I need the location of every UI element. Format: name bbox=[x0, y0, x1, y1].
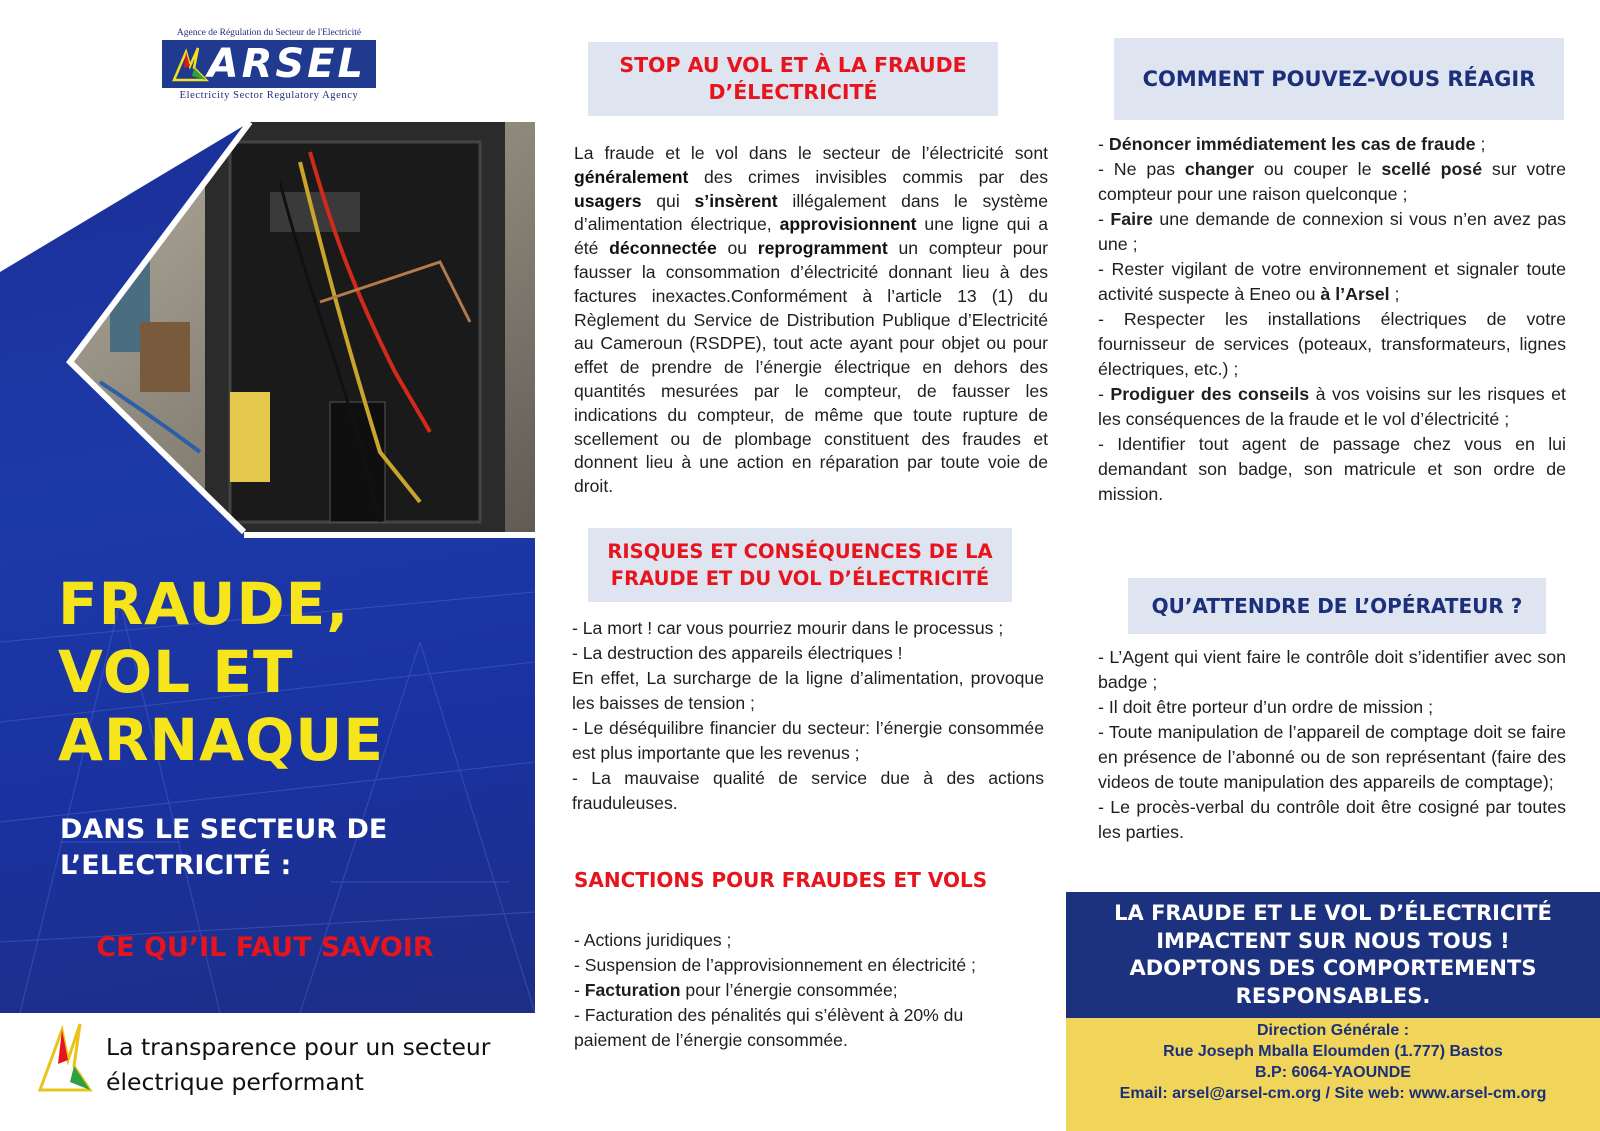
react-text: - bbox=[1098, 384, 1111, 404]
risk-item: - La destruction des appareils électriques ! bbox=[572, 643, 903, 663]
react-item: - Respecter les installations électriques de votre fournisseur de services (poteaux, transformateurs, lignes électriques, etc.) ; bbox=[1098, 309, 1566, 379]
intro-bold: reprogramment bbox=[757, 238, 888, 259]
risk-item: - Le déséquilibre financier du secteur: l’énergie consommée est plus importante que les revenus ; bbox=[572, 718, 1044, 763]
react-text: - Rester vigilant de votre environnement et signaler toute activité suspecte à Eneo ou bbox=[1098, 259, 1566, 304]
sanctions-title: SANCTIONS POUR FRAUDES ET VOLS bbox=[574, 868, 988, 892]
sub-headline bbox=[60, 812, 500, 884]
subhead-line-2: L’ELECTRICITÉ : bbox=[60, 850, 292, 881]
intro-bold: déconnectée bbox=[609, 238, 717, 259]
react-bold: à l’Arsel bbox=[1320, 284, 1390, 304]
react-text: ; bbox=[1475, 134, 1486, 154]
banner-line-2: IMPACTENT SUR NOUS TOUS ! bbox=[1156, 928, 1510, 953]
intro-bold: généralement bbox=[574, 166, 689, 187]
sanction-text: - bbox=[574, 980, 585, 1000]
react-text: - Ne pas bbox=[1098, 159, 1185, 179]
stop-title-line-2: D’ÉLECTRICITÉ bbox=[708, 80, 878, 104]
headline-line-3: ARNAQUE bbox=[58, 706, 384, 774]
sanction-text: pour l’énergie consommée; bbox=[680, 980, 898, 1000]
operator-list bbox=[1098, 645, 1566, 845]
operator-title: QU’ATTENDRE DE L’OPÉRATEUR ? bbox=[1128, 578, 1546, 634]
react-item bbox=[1098, 132, 1566, 157]
contact-address: Rue Joseph Mballa Eloumden (1.777) Bastos bbox=[1163, 1043, 1503, 1060]
contact-heading: Direction Générale : bbox=[1256, 1022, 1410, 1039]
react-text: une demande de connexion si vous n’en avez pas une ; bbox=[1098, 209, 1566, 254]
intro-text: illégalement dans le système d’alimentation électrique, bbox=[574, 190, 1048, 235]
intro-text: qui bbox=[641, 190, 695, 211]
intro-text: un compteur pour fausser la consommation d’électricité donnant lieu à des factures inexactes.Conformément à l’article 13 (1) du Règlement du Service de Distribution Publique d’Electricité au Cameroun (RSDPE), tout acte ayant pour objet ou pour effet de prendre de l’énergie électrique en dehors des quantités mesurées par le compteur, de fausser les indications du compteur, de même que toute rupture de scellement ou de plombage constituent des fraudes et donnent lieu à une action en réparation par toute voie de droit. bbox=[574, 238, 1048, 497]
react-list bbox=[1098, 132, 1566, 507]
awareness-banner bbox=[1066, 892, 1600, 1018]
risks-title-line-1: RISQUES ET CONSÉQUENCES DE LA bbox=[607, 540, 993, 563]
risk-item: - La mauvaise qualité de service due à des actions frauduleuses. bbox=[572, 768, 1044, 813]
risk-item: En effet, La surcharge de la ligne d’alimentation, provoque les baisses de tension ; bbox=[572, 668, 1044, 713]
react-text: à vos voisins sur les risques et les conséquences de la fraude et le vol d’électricité ; bbox=[1098, 384, 1566, 429]
react-item bbox=[1098, 157, 1566, 207]
logo-agency-fr: Agence de Régulation du Secteur de l'Electricité bbox=[176, 28, 362, 38]
risks-list bbox=[572, 616, 1044, 816]
subhead-line-1: DANS LE SECTEUR DE bbox=[60, 814, 388, 845]
lightning-tagline-icon bbox=[34, 1020, 94, 1094]
tagline bbox=[106, 1030, 490, 1100]
left-blue-panel bbox=[0, 122, 535, 1013]
tagline-line-2: électrique performant bbox=[106, 1068, 364, 1096]
sanctions-list bbox=[574, 928, 1024, 1053]
banner-line-1: LA FRAUDE ET LE VOL D’ÉLECTRICITÉ bbox=[1114, 901, 1552, 925]
sanction-item: - Actions juridiques ; bbox=[574, 930, 732, 950]
react-item bbox=[1098, 382, 1566, 432]
intro-bold: approvisionnent bbox=[779, 214, 917, 235]
lightning-logo-icon bbox=[170, 46, 210, 82]
contact-po-box: B.P: 6064-YAOUNDE bbox=[1255, 1064, 1411, 1081]
risks-title bbox=[588, 528, 1012, 602]
operator-item: - Il doit être porteur d’un ordre de mission ; bbox=[1098, 697, 1434, 717]
contact-block bbox=[1066, 1018, 1600, 1131]
sanction-bold: Facturation bbox=[584, 980, 681, 1000]
react-text: ou couper le bbox=[1254, 159, 1382, 179]
intro-text: une ligne qui a été bbox=[574, 214, 1048, 259]
react-text: ; bbox=[1389, 284, 1400, 304]
operator-item: - L’Agent qui vient faire le contrôle doit s’identifier avec son badge ; bbox=[1098, 647, 1566, 692]
intro-text: ou bbox=[716, 238, 758, 259]
react-text: - bbox=[1098, 134, 1109, 154]
logo-wordmark-box bbox=[162, 40, 376, 88]
stop-title-line-1: STOP AU VOL ET À LA FRAUDE bbox=[619, 53, 967, 77]
logo-wordmark: ARSEL bbox=[207, 41, 366, 87]
risks-title-line-2: FRAUDE ET DU VOL D’ÉLECTRICITÉ bbox=[610, 567, 990, 590]
intro-bold: s’insèrent bbox=[694, 190, 778, 211]
what-to-know-label: CE QU’IL FAUT SAVOIR bbox=[96, 932, 434, 963]
react-item bbox=[1098, 257, 1566, 307]
photo-frame-shape bbox=[0, 122, 535, 538]
react-bold: Faire bbox=[1110, 209, 1153, 229]
intro-paragraph bbox=[574, 142, 1048, 499]
react-item bbox=[1098, 207, 1566, 257]
react-text: sur votre compteur pour une raison quelconque ; bbox=[1098, 159, 1566, 204]
logo-agency-en: Electricity Sector Regulatory Agency bbox=[179, 90, 359, 101]
intro-bold: usagers bbox=[574, 190, 642, 211]
react-bold: Prodiguer des conseils bbox=[1110, 384, 1310, 404]
risk-item: - La mort ! car vous pourriez mourir dans le processus ; bbox=[572, 618, 1004, 638]
contact-email-web: Email: arsel@arsel-cm.org / Site web: www.arsel-cm.org bbox=[1119, 1085, 1547, 1102]
sanction-item: - Suspension de l’approvisionnement en électricité ; bbox=[574, 955, 976, 975]
headline-line-1: FRAUDE, bbox=[58, 570, 350, 638]
react-bold: scellé posé bbox=[1381, 159, 1483, 179]
stop-fraud-title bbox=[588, 42, 998, 116]
banner-line-4: RESPONSABLES. bbox=[1235, 983, 1431, 1008]
banner-line-3: ADOPTONS DES COMPORTEMENTS bbox=[1129, 956, 1537, 980]
react-item: - Identifier tout agent de passage chez vous en lui demandant son badge, son matricule et son ordre de mission. bbox=[1098, 434, 1566, 504]
headline-line-2: VOL ET bbox=[58, 638, 294, 706]
react-bold: Dénoncer immédiatement les cas de fraude bbox=[1108, 134, 1476, 154]
operator-item: - Toute manipulation de l’appareil de comptage doit se faire en présence de l’abonné ou de son représentant (faire des videos de toute manipulation des appareils de comptage); bbox=[1098, 722, 1566, 792]
react-bold: changer bbox=[1184, 159, 1254, 179]
main-headline bbox=[58, 570, 518, 774]
react-title: COMMENT POUVEZ-VOUS RÉAGIR bbox=[1114, 38, 1564, 120]
intro-text: La fraude et le vol dans le secteur de l’électricité sont bbox=[574, 143, 1048, 163]
operator-item: - Le procès-verbal du contrôle doit être cosigné par toutes les parties. bbox=[1098, 797, 1566, 842]
arsel-logo bbox=[160, 28, 378, 101]
sanction-item: - Facturation des pénalités qui s’élèvent à 20% du paiement de l’énergie consommée. bbox=[574, 1005, 964, 1050]
sanction-item bbox=[574, 978, 1024, 1003]
react-text: - bbox=[1098, 209, 1111, 229]
intro-text: des crimes invisibles commis par des bbox=[688, 166, 1048, 187]
tagline-line-1: La transparence pour un secteur bbox=[106, 1033, 491, 1061]
